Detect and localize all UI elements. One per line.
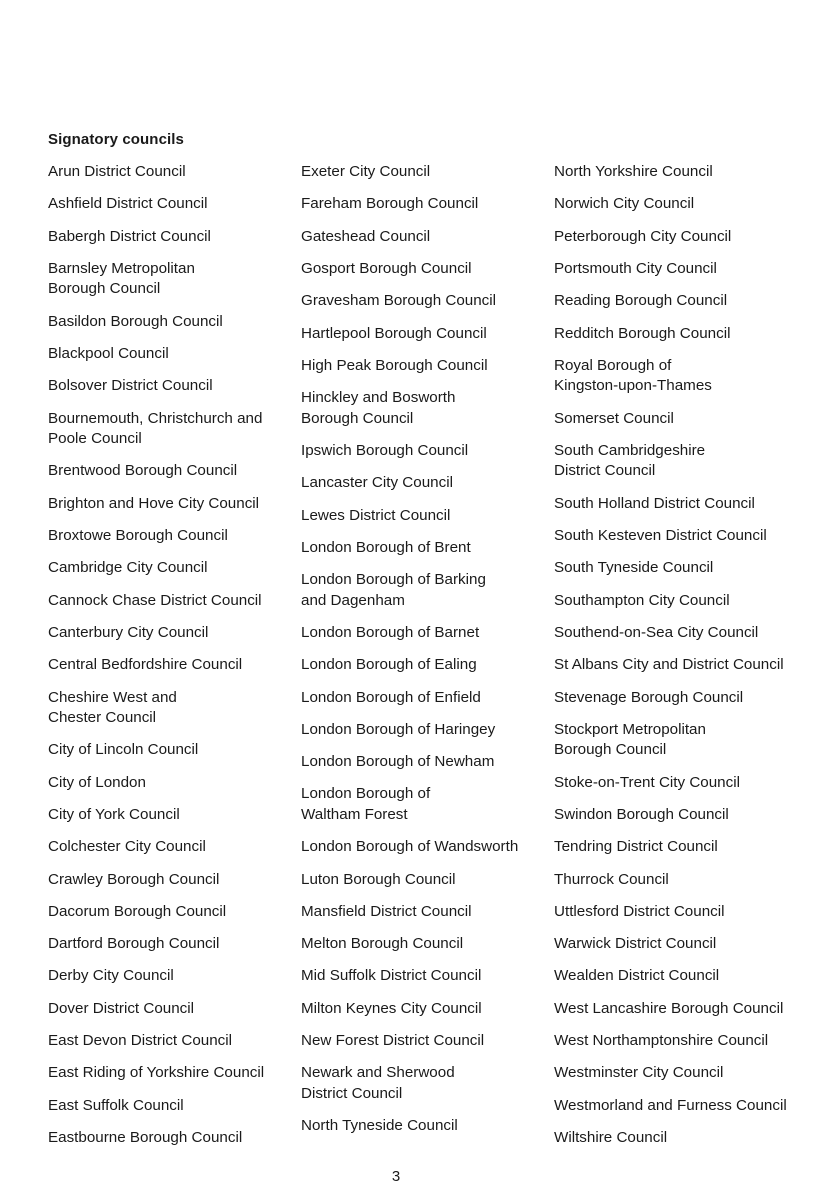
council-name-line: Mid Suffolk District Council [301, 967, 482, 985]
council-item [301, 902, 472, 923]
council-name-line: Warwick District Council [554, 935, 717, 953]
council-name-line: Brighton and Hove City Council [48, 494, 260, 512]
council-name-line: Southend-on-Sea City Council [554, 623, 759, 641]
council-item [48, 966, 174, 987]
council-item [48, 227, 211, 248]
council-item [301, 506, 450, 527]
council-item [554, 441, 705, 482]
council-item [301, 999, 482, 1020]
council-name-line: London Borough of Wandsworth [301, 838, 519, 856]
council-item [554, 934, 716, 955]
council-name-line: East Riding of Yorkshire Council [48, 1064, 265, 1082]
council-item [301, 259, 472, 280]
council-name-line: London Borough of [301, 785, 431, 803]
council-name-line: Norwich City Council [554, 195, 695, 213]
council-name-line: Thurrock Council [554, 870, 669, 888]
council-item [48, 740, 198, 761]
council-name-line: Broxtowe Borough Council [48, 527, 228, 544]
council-item [48, 461, 237, 482]
council-name-line: West Lancashire Borough Council [554, 999, 784, 1017]
council-name-line: Melton Borough Council [301, 935, 464, 953]
council-name-line: Poole Council [48, 430, 142, 448]
council-name-line: Crawley Borough Council [48, 870, 220, 888]
council-name-line: Westminster City Council [554, 1064, 724, 1082]
council-item [554, 494, 755, 515]
council-name-line: Cheshire West and [48, 688, 177, 706]
council-item [301, 1116, 458, 1137]
council-name-line: Fareham Borough Council [301, 195, 479, 213]
council-name-line: Basildon Borough Council [48, 312, 223, 330]
council-item [554, 291, 727, 312]
council-item [48, 409, 262, 450]
council-name-line: Mansfield District Council [301, 902, 472, 920]
council-item [301, 655, 477, 676]
council-name-line: Swindon Borough Council [554, 805, 729, 823]
council-name-line: Cambridge City Council [48, 559, 208, 577]
council-name-line: Wiltshire Council [554, 1128, 668, 1146]
council-item [554, 720, 706, 761]
council-item [48, 934, 219, 955]
council-name-line: Somerset Council [554, 409, 674, 427]
council-item [48, 312, 223, 333]
council-item [301, 720, 495, 741]
council-item [554, 1031, 768, 1052]
section-heading: Signatory councils [48, 131, 184, 148]
council-item [301, 1031, 484, 1052]
council-name-line: Bournemouth, Christchurch and [48, 409, 263, 427]
council-name-line: St Albans City and District Council [554, 656, 784, 674]
council-item [554, 324, 730, 345]
council-item [301, 934, 463, 955]
council-item [48, 999, 194, 1020]
council-name-line: Stevenage Borough Council [554, 688, 744, 706]
council-item [48, 902, 226, 923]
council-name-line: Newark and Sherwood [301, 1064, 455, 1082]
council-item [48, 494, 259, 515]
council-item [301, 966, 481, 987]
council-name-line: Wealden District Council [554, 967, 720, 985]
council-name-line: Southampton City Council [554, 591, 730, 609]
council-item [554, 591, 730, 612]
council-item [301, 162, 430, 183]
council-item [48, 1063, 264, 1084]
council-name-line: District Council [301, 1084, 403, 1102]
council-name-line: Uttlesford District Council [554, 902, 725, 920]
council-item [554, 162, 713, 183]
council-name-line: Arun District Council [48, 163, 186, 180]
council-item [48, 194, 208, 215]
council-item [554, 1063, 723, 1084]
council-name-line: Stoke-on-Trent City Council [554, 773, 740, 791]
council-name-line: Ashfield District Council [48, 195, 208, 213]
council-name-line: London Borough of Enfield [301, 688, 481, 706]
council-item [554, 623, 758, 644]
council-name-line: Hartlepool Borough Council [301, 324, 487, 342]
council-name-line: Westmorland and Furness Council [554, 1096, 787, 1114]
council-name-line: District Council [554, 462, 656, 480]
council-name-line: West Northamptonshire Council [554, 1032, 769, 1049]
council-name-line: Babergh District Council [48, 227, 211, 245]
council-name-line: Kingston-upon-Thames [554, 377, 712, 395]
council-name-line: Ipswich Borough Council [301, 441, 469, 459]
council-name-line: South Holland District Council [554, 494, 755, 512]
council-name-line: London Borough of Haringey [301, 720, 496, 738]
council-name-line: Redditch Borough Council [554, 324, 731, 342]
council-name-line: London Borough of Brent [301, 538, 471, 556]
council-item [301, 837, 518, 858]
council-item [554, 194, 694, 215]
council-item [48, 655, 242, 676]
council-name-line: Milton Keynes City Council [301, 999, 482, 1017]
council-name-line: Derby City Council [48, 967, 174, 985]
council-item [301, 388, 455, 429]
council-item [48, 688, 177, 729]
council-item [554, 870, 669, 891]
council-item [48, 591, 262, 612]
council-name-line: Tendring District Council [554, 838, 718, 856]
council-item [554, 805, 729, 826]
council-name-line: Luton Borough Council [301, 870, 456, 888]
council-name-line: Chester Council [48, 709, 157, 726]
council-name-line: Reading Borough Council [554, 292, 728, 310]
council-name-line: Brentwood Borough Council [48, 462, 238, 480]
council-name-line: London Borough of Barnet [301, 623, 480, 641]
council-item [48, 526, 228, 547]
council-item [48, 773, 146, 794]
council-name-line: Peterborough City Council [554, 227, 732, 245]
council-item [301, 784, 430, 825]
council-item [48, 1096, 184, 1117]
council-name-line: Bolsover District Council [48, 377, 213, 395]
council-name-line: South Cambridgeshire [554, 441, 706, 459]
council-name-line: Gravesham Borough Council [301, 292, 497, 310]
council-name-line: South Kesteven District Council [554, 527, 767, 544]
council-item [48, 344, 169, 365]
council-item [48, 1128, 242, 1149]
council-name-line: Dover District Council [48, 999, 195, 1017]
council-item [48, 870, 219, 891]
council-name-line: London Borough of Barking [301, 571, 486, 589]
council-name-line: Blackpool Council [48, 345, 169, 362]
council-item [48, 376, 213, 397]
council-item [48, 162, 186, 183]
council-item [301, 356, 488, 377]
council-item [554, 409, 674, 430]
council-name-line: Gosport Borough Council [301, 259, 472, 277]
council-name-line: Waltham Forest [301, 805, 408, 823]
council-item [301, 194, 478, 215]
council-name-line: and Dagenham [301, 591, 405, 609]
council-name-line: Lewes District Council [301, 506, 451, 524]
council-name-line: London Borough of Ealing [301, 656, 477, 674]
council-name-line: Lancaster City Council [301, 474, 453, 492]
council-item [48, 259, 195, 300]
council-item [48, 805, 180, 826]
council-item [554, 999, 783, 1020]
council-item [48, 623, 208, 644]
council-name-line: Portsmouth City Council [554, 259, 717, 277]
council-name-line: City of London [48, 773, 146, 791]
council-item [301, 473, 453, 494]
council-name-line: Cannock Chase District Council [48, 591, 262, 609]
council-item [301, 623, 479, 644]
council-item [301, 324, 487, 345]
council-item [301, 1063, 455, 1104]
council-name-line: Borough Council [301, 409, 414, 427]
council-item [554, 558, 713, 579]
council-name-line: Borough Council [554, 741, 667, 759]
page-number: 3 [391, 1168, 401, 1185]
council-item [554, 356, 712, 397]
council-name-line: Colchester City Council [48, 838, 206, 856]
council-item [48, 558, 208, 579]
council-name-line: Barnsley Metropolitan [48, 259, 195, 277]
council-item [554, 655, 784, 676]
council-name-line: Eastbourne Borough Council [48, 1128, 243, 1146]
council-item [554, 837, 718, 858]
council-item [301, 538, 471, 559]
council-item [554, 1096, 787, 1117]
council-item [301, 752, 494, 773]
council-name-line: South Tyneside Council [554, 559, 714, 577]
council-name-line: City of Lincoln Council [48, 741, 199, 759]
council-name-line: North Tyneside Council [301, 1117, 458, 1135]
council-item [554, 902, 724, 923]
council-item [554, 259, 717, 280]
council-item [554, 526, 767, 547]
council-item [554, 688, 743, 709]
council-item [301, 870, 456, 891]
council-name-line: Dartford Borough Council [48, 935, 220, 953]
council-name-line: London Borough of Newham [301, 753, 495, 771]
council-name-line: High Peak Borough Council [301, 356, 488, 374]
council-name-line: East Suffolk Council [48, 1096, 184, 1114]
council-name-line: North Yorkshire Council [554, 163, 713, 180]
council-item [301, 570, 486, 611]
council-item [48, 1031, 232, 1052]
council-name-line: Hinckley and Bosworth [301, 389, 456, 407]
council-item [554, 1128, 667, 1149]
council-name-line: New Forest District Council [301, 1032, 485, 1049]
council-name-line: Gateshead Council [301, 227, 431, 245]
council-item [554, 966, 719, 987]
council-item [48, 837, 206, 858]
council-item [301, 227, 430, 248]
council-name-line: East Devon District Council [48, 1032, 233, 1049]
council-item [554, 773, 740, 794]
council-name-line: Exeter City Council [301, 163, 431, 180]
council-item [301, 688, 481, 709]
council-name-line: Borough Council [48, 280, 161, 298]
council-name-line: Stockport Metropolitan [554, 720, 706, 738]
council-name-line: Central Bedfordshire Council [48, 656, 243, 674]
council-name-line: Canterbury City Council [48, 623, 209, 641]
council-name-line: Royal Borough of [554, 356, 672, 374]
council-item [554, 227, 731, 248]
council-item [301, 291, 496, 312]
council-item [301, 441, 468, 462]
council-name-line: City of York Council [48, 805, 180, 823]
council-name-line: Dacorum Borough Council [48, 902, 227, 920]
